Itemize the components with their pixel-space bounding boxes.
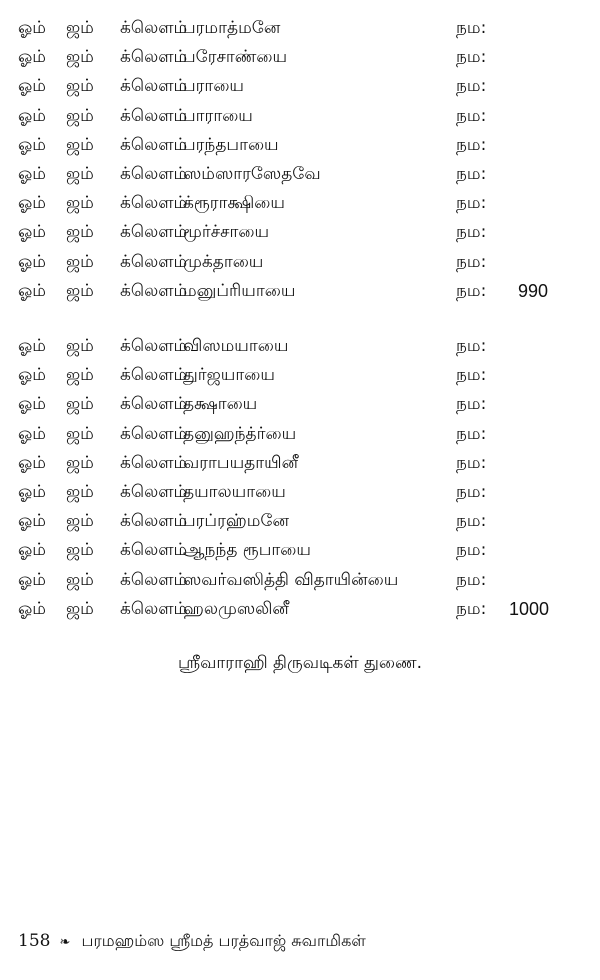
om-word: ஓம் [18,511,46,532]
page-footer [18,928,366,956]
nama-word: நம: [456,105,487,126]
nama-word: நம: [456,365,487,386]
jam-word: ஜம் [66,365,94,386]
klaum-word: க்லெளம் [120,193,188,214]
klaum-word: க்லெளம் [120,481,188,502]
mantra-name: தக்ஷாயை [183,394,258,415]
klaum-word: க்லெளம் [120,134,188,155]
mantra-list-b [0,332,600,624]
mantra-line [0,218,600,247]
om-word: ஓம் [18,423,46,444]
mantra-line [0,332,600,361]
jam-word: ஜம் [66,47,94,68]
klaum-word: க்லெளம் [120,394,188,415]
jam-word: ஜம் [66,336,94,356]
klaum-word: க்லெளம் [120,423,188,444]
om-word: ஓம் [18,134,46,155]
mantra-name: ஹலமுஸலினீ [183,598,289,619]
klaum-word: க்லெளம் [120,105,188,126]
mantra-name: பாராயை [183,105,253,126]
mantra-line [0,361,600,390]
jam-word: ஜம் [66,423,94,444]
nama-word: நம: [456,222,487,243]
klaum-word: க்லெளம் [120,598,188,619]
jam-word: ஜம் [66,481,94,502]
nama-word: நம: [456,481,487,502]
nama-word: நம: [456,280,487,301]
mantra-line [0,595,600,624]
nama-word: நம: [456,18,487,38]
klaum-word: க்லெளம் [120,511,188,532]
klaum-word: க்லெளம் [120,452,188,473]
mantra-line [0,160,600,189]
jam-word: ஜம் [66,251,94,272]
klaum-word: க்லெளம் [120,569,188,590]
jam-word: ஜம் [66,540,94,561]
nama-word: நம: [456,336,487,356]
nama-word: நம: [456,540,487,561]
om-word: ஓம் [18,163,46,184]
om-word: ஓம் [18,452,46,473]
mantra-name: ஆநந்த ரூபாயை [183,540,311,561]
nama-word: நம: [456,394,487,415]
count-number: 990 [518,280,549,301]
klaum-word: க்லெளம் [120,47,188,68]
klaum-word: க்லெளம் [120,336,188,356]
jam-word: ஜம் [66,105,94,126]
mantra-line [0,507,600,536]
mantra-name: தனுஹந்த்ர்யை [183,423,297,444]
mantra-line [0,420,600,449]
om-word: ஓம் [18,481,46,502]
om-word: ஓம் [18,336,46,356]
jam-word: ஜம் [66,280,94,301]
klaum-word: க்லெளம் [120,76,188,97]
jam-word: ஜம் [66,222,94,243]
mantra-list-a [0,14,600,306]
klaum-word: க்லெளம் [120,222,188,243]
mantra-name: பராயை [183,76,244,97]
om-word: ஓம் [18,76,46,97]
mantra-name: முக்தாயை [183,251,264,272]
mantra-line [0,449,600,478]
mantra-line [0,102,600,131]
mantra-name: ஸம்ஸாரஸேதவே [183,163,321,184]
jam-word: ஜம் [66,394,94,415]
mantra-name: பரப்ரஹ்மனே [183,511,289,532]
nama-word: நம: [456,163,487,184]
nama-word: நம: [456,193,487,214]
om-word: ஓம் [18,365,46,386]
om-word: ஓம் [18,598,46,619]
klaum-word: க்லெளம் [120,18,188,38]
klaum-word: க்லெளம் [120,280,188,301]
jam-word: ஜம் [66,18,94,38]
om-word: ஓம் [18,540,46,561]
mantra-name: ஸவர்வஸித்தி விதாயின்யை [183,569,399,590]
mantra-name: பரந்தபாயை [183,134,279,155]
mantra-line [0,478,600,507]
nama-word: நம: [456,47,487,68]
jam-word: ஜம் [66,511,94,532]
jam-word: ஜம் [66,163,94,184]
page-number: 158 [18,931,51,951]
footer-text: பரமஹம்ஸ ஸ்ரீமத் பரத்வாஜ் சுவாமிகள் [81,931,366,950]
mantra-line [0,131,600,160]
jam-word: ஜம் [66,193,94,214]
jam-word: ஜம் [66,598,94,619]
nama-word: நம: [456,452,487,473]
klaum-word: க்லெளம் [120,540,188,561]
om-word: ஓம் [18,222,46,243]
closing-line: ஸ்ரீவாராஹி திருவடிகள் துணை. [178,653,422,673]
jam-word: ஜம் [66,134,94,155]
jam-word: ஜம் [66,452,94,473]
om-word: ஓம் [18,193,46,214]
nama-word: நம: [456,598,487,619]
nama-word: நம: [456,511,487,532]
om-word: ஓம் [18,280,46,301]
mantra-name: பரமாத்மனே [183,18,281,38]
count-number: 1000 [509,598,550,619]
mantra-line [0,72,600,101]
klaum-word: க்லெளம் [120,163,188,184]
mantra-line [0,14,600,43]
mantra-name: விஸமயாயை [183,336,289,356]
mantra-line [0,248,600,277]
mantra-line [0,189,600,218]
om-word: ஓம் [18,47,46,68]
ornament-icon: ❧ [59,935,71,950]
nama-word: நம: [456,251,487,272]
mantra-line [0,277,600,306]
jam-word: ஜம் [66,76,94,97]
mantra-line [0,536,600,565]
mantra-line [0,566,600,595]
om-word: ஓம் [18,569,46,590]
nama-word: நம: [456,76,487,97]
klaum-word: க்லெளம் [120,251,188,272]
nama-word: நம: [456,423,487,444]
om-word: ஓம் [18,105,46,126]
mantra-name: தயாலயாயை [183,481,286,502]
om-word: ஓம் [18,18,46,38]
jam-word: ஜம் [66,569,94,590]
mantra-line [0,43,600,72]
mantra-name: துர்ஜயாயை [183,365,275,386]
mantra-name: பரேசாண்யை [183,47,288,68]
om-word: ஓம் [18,251,46,272]
mantra-name: மூர்ச்சாயை [183,222,270,243]
mantra-line [0,390,600,419]
mantra-name: க்ரூராக்ஷியை [183,193,285,214]
klaum-word: க்லெளம் [120,365,188,386]
mantra-name: வராபயதாயினீ [183,452,299,473]
nama-word: நம: [456,569,487,590]
mantra-name: மனுப்ரியாயை [183,280,296,301]
nama-word: நம: [456,134,487,155]
om-word: ஓம் [18,394,46,415]
